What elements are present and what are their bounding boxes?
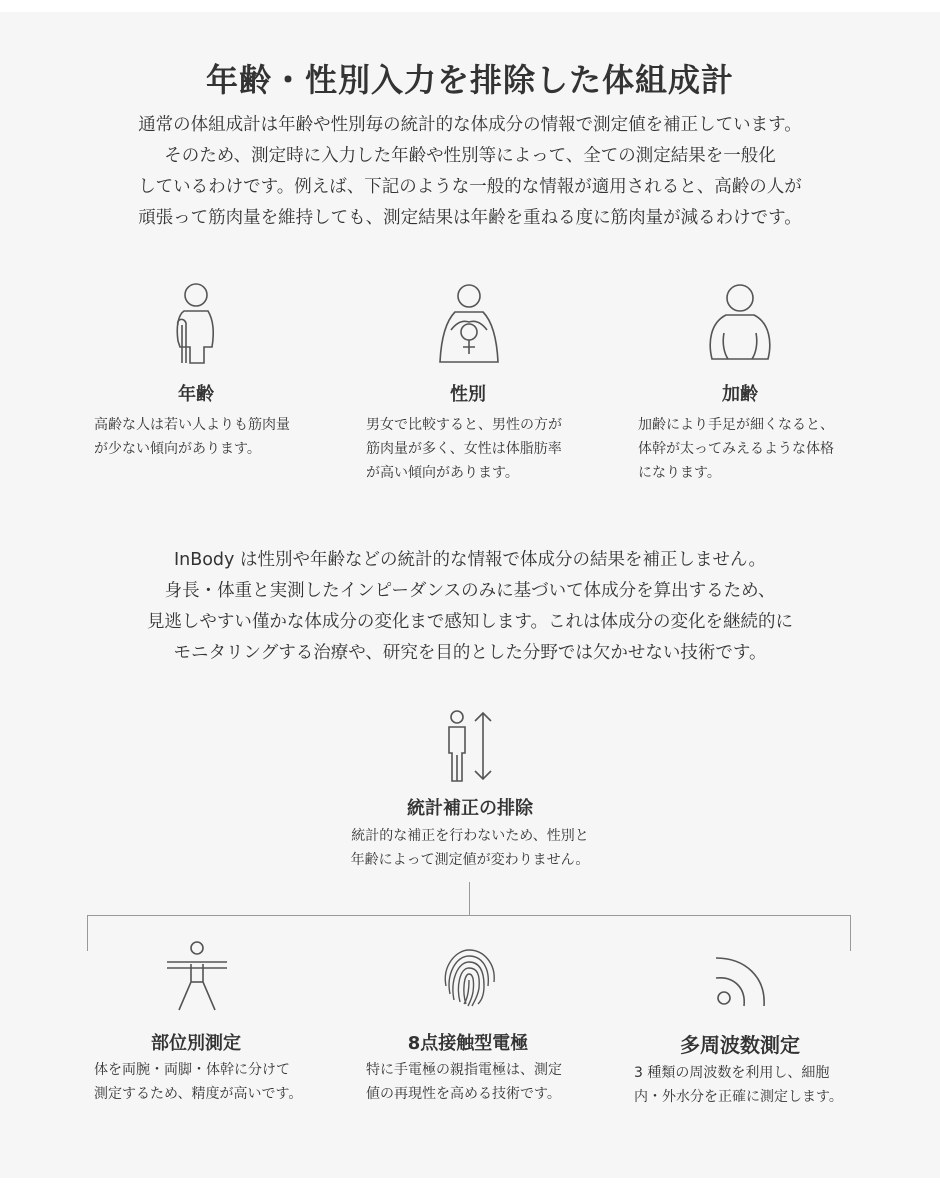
inbody-paragraph	[0, 545, 940, 669]
feature-desc	[94, 1058, 324, 1106]
desc-line: 3 種類の周波数を利用し、細胞	[634, 1065, 830, 1081]
intro-paragraph	[0, 110, 940, 234]
page-title: 年齢・性別入力を排除した体組成計	[205, 61, 734, 99]
desc-line: 体幹が太ってみえるような体格	[638, 441, 834, 457]
feature-title: 多周波数測定	[680, 1033, 800, 1057]
intro-line: しているわけです。例えば、下記のような一般的な情報が適用されると、高齢の人が	[138, 177, 802, 197]
feature-desc	[634, 1061, 864, 1109]
mid-line: モニタリングする治療や、研究を目的とした分野では欠かせない技術です。	[173, 643, 767, 663]
factor-desc	[638, 413, 868, 485]
female-person-icon	[437, 282, 501, 364]
signal-wave-icon	[712, 954, 768, 1010]
desc-line: 測定するため、精度が高いです。	[94, 1086, 303, 1102]
desc-line: 筋肉量が多く、女性は体脂肪率	[366, 441, 562, 457]
desc-line: 体を両腕・両脚・体幹に分けて	[94, 1062, 290, 1078]
center-feature-desc	[330, 824, 610, 872]
factor-title: 加齢	[722, 384, 758, 405]
intro-line: 頑張って筋肉量を維持しても、測定結果は年齢を重ねる度に筋肉量が減るわけです。	[138, 208, 802, 228]
segmental-body-icon	[165, 940, 229, 1012]
factor-title: 年齢	[178, 384, 214, 405]
factor-desc	[94, 413, 324, 461]
intro-line: そのため、測定時に入力した年齢や性別等によって、全ての測定結果を一般化	[164, 146, 776, 166]
desc-line: になります。	[638, 465, 721, 481]
feature-title: 部位別測定	[151, 1033, 241, 1054]
connector-vertical	[469, 882, 470, 915]
desc-line: が高い傾向があります。	[366, 465, 519, 481]
desc-line: 統計的な補正を行わないため、性別と	[351, 828, 589, 844]
mid-line: InBody は性別や年齢などの統計的な情報で体成分の結果を補正しません。	[173, 550, 767, 570]
person-height-icon	[443, 709, 497, 783]
desc-line: 高齢な人は若い人よりも筋肉量	[94, 417, 290, 433]
fingerprint-icon	[438, 946, 500, 1008]
elderly-person-icon	[168, 281, 224, 365]
connector-right	[850, 915, 851, 951]
mid-line: 身長・体重と実測したインピーダンスのみに基づいて体成分を算出するため、	[164, 581, 776, 601]
factor-title: 性別	[450, 384, 486, 405]
connector-horizontal	[87, 915, 851, 916]
feature-title: 8点接触型電極	[407, 1033, 529, 1054]
factor-desc	[366, 413, 596, 485]
desc-line: 加齢により手足が細くなると、	[638, 417, 834, 433]
desc-line: が少ない傾向があります。	[94, 441, 261, 457]
desc-line: 男女で比較すると、男性の方が	[366, 417, 562, 433]
desc-line: 内・外水分を正確に測定します。	[634, 1089, 843, 1105]
desc-line: 年齢によって測定値が変わりません。	[350, 852, 590, 868]
mid-line: 見逃しやすい僅かな体成分の変化まで感知します。これは体成分の変化を継続的に	[146, 612, 794, 632]
intro-line: 通常の体組成計は年齢や性別毎の統計的な体成分の情報で測定値を補正しています。	[138, 115, 802, 135]
feature-desc	[366, 1058, 596, 1106]
desc-line: 値の再現性を高める技術です。	[366, 1086, 561, 1102]
desc-line: 特に手電極の親指電極は、測定	[366, 1062, 562, 1078]
connector-left	[87, 915, 88, 951]
center-feature-title: 統計補正の排除	[407, 798, 533, 819]
heavy-person-icon	[706, 283, 774, 363]
